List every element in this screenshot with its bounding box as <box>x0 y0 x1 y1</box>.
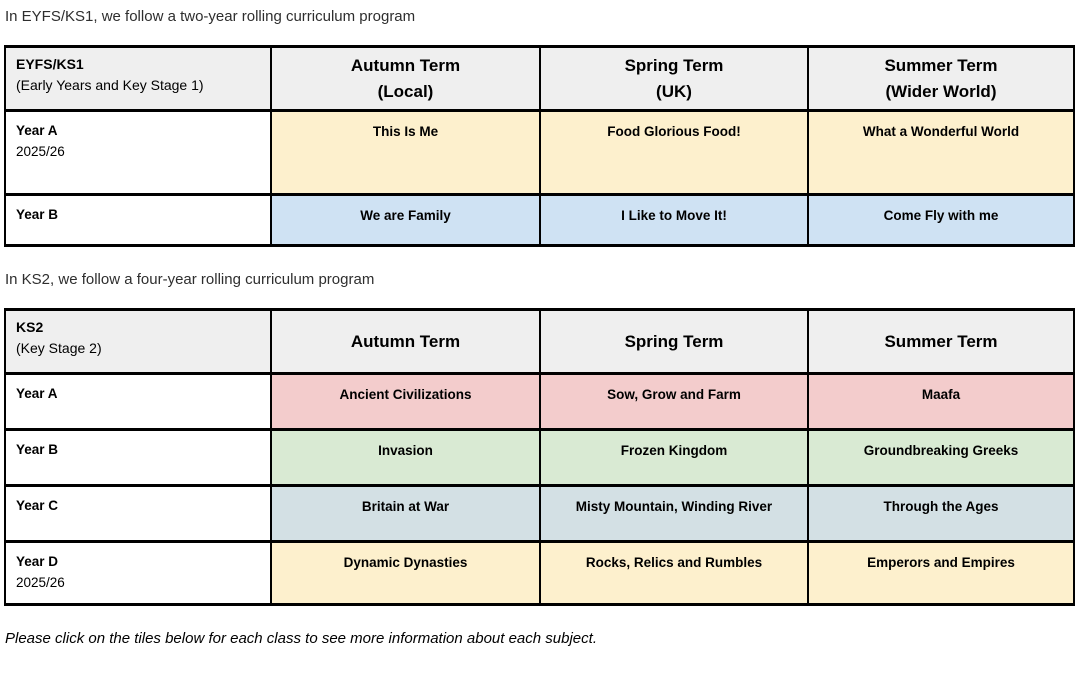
ks1-title: EYFS/KS1 <box>16 56 84 72</box>
column-header-line2: (Local) <box>377 81 434 101</box>
column-header-line1: Spring Term <box>624 331 724 351</box>
subject-cell: Sow, Grow and Farm <box>540 374 808 430</box>
ks2-title: KS2 <box>16 319 44 335</box>
year-label-cell <box>5 374 271 430</box>
year-label-cell <box>5 542 271 605</box>
ks2-year-c-row <box>5 486 1074 542</box>
subject-cell: Come Fly with me <box>808 195 1074 246</box>
subject-cell: Invasion <box>271 430 540 486</box>
curriculum-table-ks1 <box>4 45 1075 247</box>
column-header-line2: (Wider World) <box>885 81 997 101</box>
ks2-year-d-row <box>5 542 1074 605</box>
column-header-line1: Autumn Term <box>350 331 461 351</box>
ks2-year-b-row <box>5 430 1074 486</box>
year-label: Year A <box>16 123 58 138</box>
subject-cell: Through the Ages <box>808 486 1074 542</box>
year-label-cell <box>5 430 271 486</box>
column-header-line1: Autumn Term <box>350 56 461 75</box>
intro-text-ks1: In EYFS/KS1, we follow a two-year rolling curriculum program <box>5 8 416 25</box>
ks2-header-row <box>5 310 1074 374</box>
column-header-spring <box>540 310 808 374</box>
subject-cell: I Like to Move It! <box>540 195 808 246</box>
year-label-cell <box>5 486 271 542</box>
ks2-subtitle: (Key Stage 2) <box>16 340 102 356</box>
subject-cell: This Is Me <box>271 111 540 195</box>
subject-cell: Emperors and Empires <box>808 542 1074 605</box>
ks1-year-b-row <box>5 195 1074 246</box>
ks1-header-row <box>5 47 1074 111</box>
year-label: Year B <box>16 207 59 222</box>
year-label: Year A <box>16 386 58 401</box>
column-header-line1: Spring Term <box>624 56 724 75</box>
subject-cell: Maafa <box>808 374 1074 430</box>
column-header-line2: (UK) <box>656 81 692 101</box>
subject-cell: Groundbreaking Greeks <box>808 430 1074 486</box>
subject-cell: What a Wonderful World <box>808 111 1074 195</box>
column-header-summer <box>808 310 1074 374</box>
column-header-line1: Summer Term <box>884 56 998 75</box>
footer-note: Please click on the tiles below for each class to see more information about each subject. <box>5 629 597 647</box>
subject-cell: We are Family <box>271 195 540 246</box>
ks1-subtitle: (Early Years and Key Stage 1) <box>16 77 204 93</box>
column-header-autumn <box>271 310 540 374</box>
column-header-autumn <box>271 47 540 111</box>
subject-cell: Frozen Kingdom <box>540 430 808 486</box>
year-label: Year B <box>16 442 59 457</box>
year-label: Year C <box>16 498 59 513</box>
ks2-year-a-row <box>5 374 1074 430</box>
ks2-corner-cell <box>5 310 271 374</box>
curriculum-table-ks2 <box>4 308 1075 606</box>
year-label-cell <box>5 111 271 195</box>
column-header-summer <box>808 47 1074 111</box>
year-label-cell <box>5 195 271 246</box>
year-label: Year D <box>16 554 59 569</box>
year-sublabel: 2025/26 <box>16 575 65 591</box>
column-header-spring <box>540 47 808 111</box>
year-sublabel: 2025/26 <box>16 144 65 160</box>
subject-cell: Ancient Civilizations <box>271 374 540 430</box>
ks1-year-a-row <box>5 111 1074 195</box>
intro-text-ks2: In KS2, we follow a four-year rolling curriculum program <box>5 271 375 288</box>
subject-cell: Misty Mountain, Winding River <box>540 486 808 542</box>
ks1-corner-cell <box>5 47 271 111</box>
column-header-line1: Summer Term <box>884 331 998 351</box>
subject-cell: Rocks, Relics and Rumbles <box>540 542 808 605</box>
subject-cell: Britain at War <box>271 486 540 542</box>
subject-cell: Dynamic Dynasties <box>271 542 540 605</box>
subject-cell: Food Glorious Food! <box>540 111 808 195</box>
